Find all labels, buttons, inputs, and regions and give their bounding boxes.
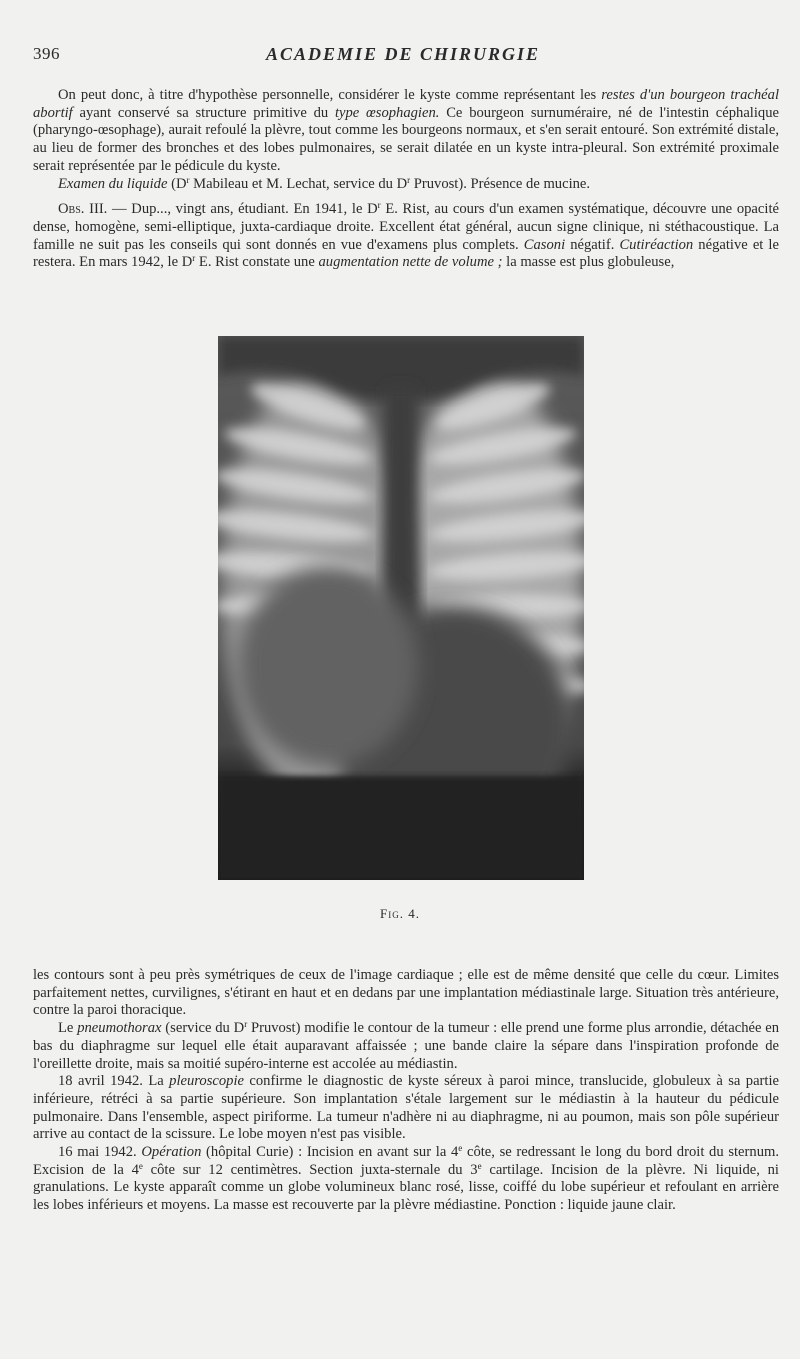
- paragraph: Le pneumothorax (service du $D^r$ Pruvost) modifie le contour de la tumeur : elle prend une forme plus arrondie, détachée en bas du diaphragme sur lequel elle était auparavant affaissée ; une bande claire la sépare dans l'inspiration profonde de l'oreillette droite, mais sa moitié supéro-interne est accolée au médiastin.: [33, 1019, 780, 1072]
- paragraph: Examen du liquide ($D^r$ Mabileau et M. Lechat, service du $D^r$ Pruvost). Présence de mucine.: [58, 174, 591, 192]
- paragraph: On peut donc, à titre d'hypothèse personnelle, considérer le kyste comme représentant les restes d'un bourgeon trachéal abortif ayant conservé sa structure primitive du type œsophagien. Ce bourgeon surnuméraire, né de l'intestin céphalique (pharyngo-œsophage), aurait refoulé la plèvre, tout comme les bourgeons normaux, et s'en serait entouré. Son extrémité distale, au lieu de former des bronches et des lobes pulmonaires, se serait dilatée en un kyste intra-pleural. Son extrémité proximale serait représentée par le pédicule du kyste.: [33, 87, 779, 174]
- chest-radiograph-image: [218, 336, 584, 880]
- paragraph: 18 avril 1942. La pleuroscopie confirme le diagnostic de kyste séreux à paroi mince, translucide, globuleux à sa partie inférieure, rétréci à sa partie supérieure. Son implantation s'étale largement sur le médiastin à la hauteur du pédicule pulmonaire. Dans l'ensemble, aspect piriforme. La tumeur n'adhère ni au diaphragme, ni au poumon, mais son pôle supérieur arrive au contact de la scissure. Le lobe moyen n'est pas visible.: [33, 1073, 780, 1143]
- figure-caption: Fig. 4.: [380, 906, 420, 921]
- page-header: [33, 44, 773, 68]
- paragraph: 16 mai 1942. Opération (hôpital Curie) : Incision en avant sur la 4e côte, se redressant le long du bord droit du sternum. Excision de la 4e côte sur 12 centimètres. Section juxta-sternale du 3e cartilage. Incision de la plèvre. Ni liquide, ni granulations. Le kyste apparaît comme un globe volumineux blanc rosé, lisse, coiffé du lobe supérieur et refoulant en arrière les lobes inférieurs et moyens. La masse est recouverte par la plèvre médiastine. Ponction : liquide jaune clair.: [33, 1143, 779, 1214]
- running-title: ACADEMIE DE CHIRURGIE: [265, 44, 541, 64]
- top-text: [33, 87, 779, 272]
- paragraph: Obs. III. — Dup..., vingt ans, étudiant. En 1941, le $D^r$ E. Rist, au cours d'un examen systématique, découvre une opacité dense, homogène, semi-elliptique, juxta-cardiaque droite. Excellent état général, aucun signe clinique, ni stéthacoustique. La famille ne suit pas les conseils qui sont donnés en vue d'examens plus complets. Casoni négatif. Cutiréaction négative et le restera. En mars 1942, le $D^r$ E. Rist constate une augmentation nette de volume ; la masse est plus globuleuse,: [33, 200, 779, 271]
- chest-radiograph-figure: [218, 336, 584, 880]
- paragraph: les contours sont à peu près symétriques de ceux de l'image cardiaque ; elle est de même densité que celle du cœur. Limites parfaitement nettes, curvilignes, s'étirant en haut et en dedans par une implantation médiastinale large. Situation très antérieure, contre la paroi thoracique.: [33, 967, 779, 1019]
- bottom-text: [33, 967, 779, 1215]
- page-number: 396: [33, 44, 60, 63]
